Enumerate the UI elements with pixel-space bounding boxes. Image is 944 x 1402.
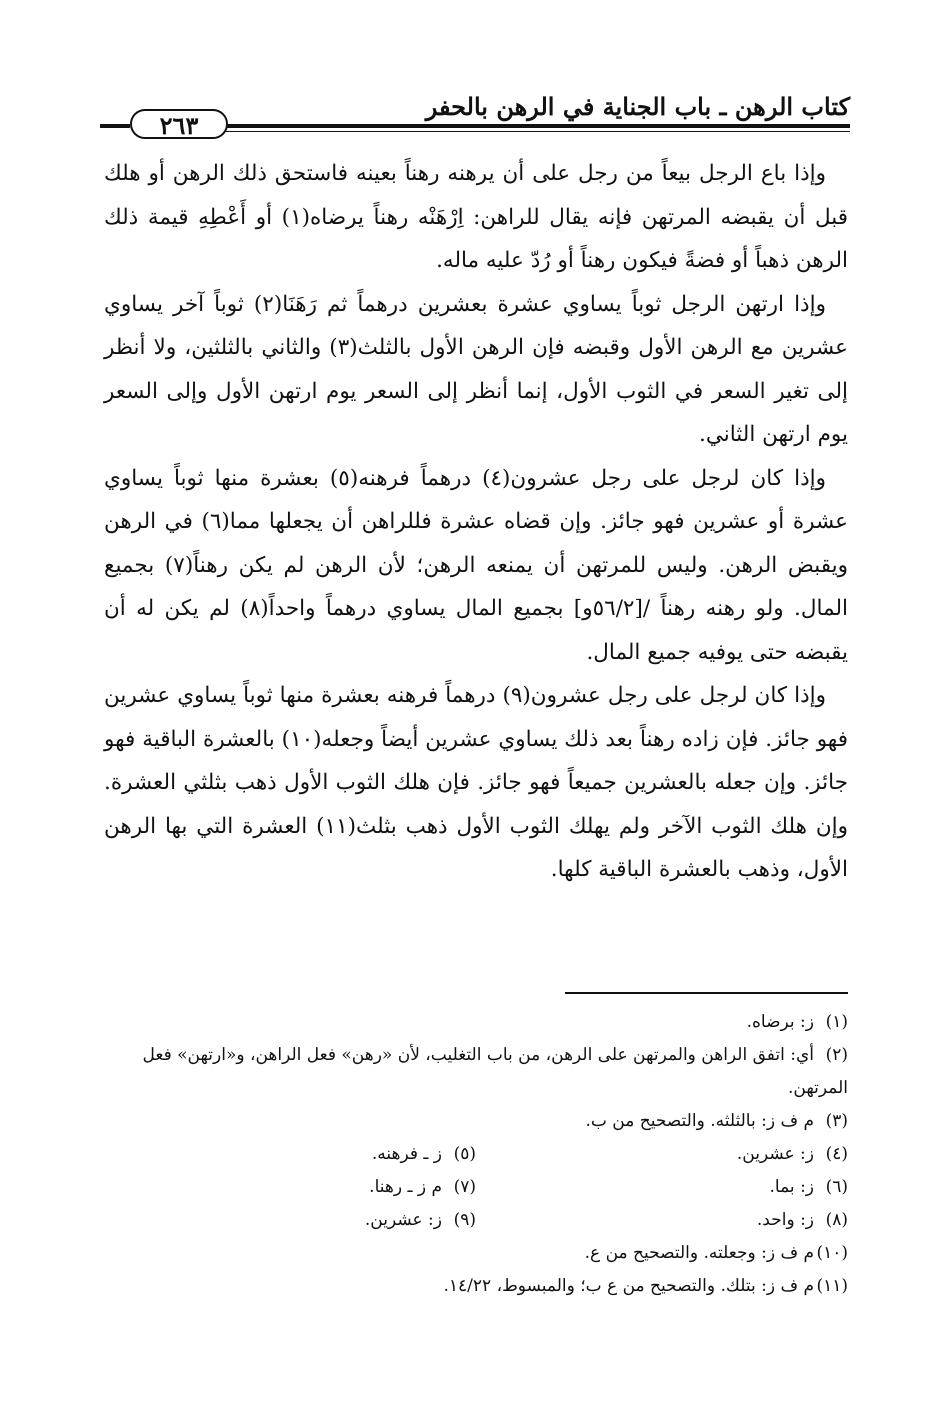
footnote-text: ز: واحد.	[756, 1210, 814, 1230]
page-header	[100, 92, 850, 138]
footnote-10	[104, 1237, 848, 1270]
paragraph-2: وإذا ارتهن الرجل ثوباً يساوي عشرة بعشرين درهماً ثم رَهَنَا(٢) ثوباً آخر يساوي عشرين مع الرهن الأول وقبضه فإن الرهن الأول بالثلث(٣) والثاني بالثلثين، ولا أنظر إلى تغير السعر في الثوب الأول، إنما أنظر إلى السعر يوم ارتهن الأول وإلى السعر يوم ارتهن الثاني.	[104, 291, 848, 447]
header-rule-left	[100, 124, 130, 128]
footnote-text: م ف ز: وجعلته. والتصحيح من ع.	[584, 1243, 814, 1263]
footnote-4	[476, 1138, 848, 1171]
footnote-row	[104, 1204, 848, 1237]
footnote-text: ز ـ فرهنه.	[371, 1144, 442, 1164]
footnote-number: (٩)	[453, 1210, 476, 1230]
footnote-text: أي: اتفق الراهن والمرتهن على الرهن، من باب التغليب، لأن «رهن» فعل الراهن، و«ارتهن» فعل المرتهن.	[142, 1045, 848, 1098]
footnote-3	[104, 1105, 848, 1138]
footnote-text: م ف ز: بتلك. والتصحيح من ع ب؛ والمبسوط، ١٤/٢٢.	[443, 1276, 814, 1296]
footnote-number: (٤)	[825, 1144, 848, 1164]
footnote-number: (٦)	[825, 1177, 848, 1197]
footnote-6	[476, 1171, 848, 1204]
paragraph-4: وإذا كان لرجل على رجل عشرون(٩) درهماً فرهنه بعشرة منها ثوباً يساوي عشرين فهو جائز. فإن زاده رهناً بعد ذلك يساوي عشرين أيضاً وجعله(١٠) بالعشرة الباقية فهو جائز. وإن جعله بالعشرين جميعاً فهو جائز. فإن هلك الثوب الأول ذهب بثلثي العشرة. وإن هلك الثوب الآخر ولم يهلك الثوب الأول ذهب بثلث(١١) العشرة التي بها الرهن الأول، وذهب بالعشرة الباقية كلها.	[104, 683, 848, 882]
footnote-text: ز: برضاه.	[746, 1012, 814, 1032]
footnote-number: (٧)	[453, 1177, 476, 1197]
footnote-text: ز: عشرين.	[736, 1144, 814, 1164]
footnote-number: (٣)	[825, 1111, 848, 1131]
footnote-row	[104, 1138, 848, 1171]
footnote-number: (١١)	[816, 1276, 848, 1296]
running-title: كتاب الرهن ـ باب الجناية في الرهن بالحفر	[425, 92, 850, 121]
footnote-number: (١٠)	[816, 1243, 848, 1263]
footnote-text: م ز ـ رهنا.	[369, 1177, 442, 1197]
footnote-9	[104, 1204, 476, 1237]
paragraph-3: وإذا كان لرجل على رجل عشرون(٤) درهماً فرهنه(٥) بعشرة منها ثوباً يساوي عشرة أو عشرين فهو جائز. وإن قضاه عشرة فللراهن أن يجعلها مما(٦) في الرهن ويقبض الرهن. وليس للمرتهن أن يمنعه الرهن؛ لأن الرهن لم يكن رهناً(٧) بجميع المال. ولو رهنه رهناً /[٥٦/٢و] بجميع المال يساوي درهماً واحداً(٨) لم يكن له أن يقبضه حتى يوفيه جميع المال.	[104, 465, 848, 665]
header-rule-thin	[225, 131, 850, 132]
footnote-text: ز: بما.	[769, 1177, 814, 1197]
header-rule-thick	[225, 124, 850, 128]
footnote-number: (٨)	[825, 1210, 848, 1230]
paragraph-1: وإذا باع الرجل بيعاً من رجل على أن يرهنه رهناً بعينه فاستحق ذلك الرهن أو هلك قبل أن يقبضه المرتهن فإنه يقال للراهن: اِرْهَنْه رهناً يرضاه(١) أو أَعْطِهِ قيمة ذلك الرهن ذهباً أو فضةً فيكون رهناً أو رُدّ عليه ماله.	[104, 161, 848, 273]
main-text	[104, 152, 848, 892]
footnote-5	[104, 1138, 476, 1171]
page-number: ٢٦٣	[130, 109, 228, 139]
footnote-separator	[565, 992, 848, 994]
footnote-1	[104, 1006, 848, 1039]
footnote-8	[476, 1204, 848, 1237]
footnote-number: (١)	[825, 1012, 848, 1032]
footnote-11	[104, 1270, 848, 1303]
footnote-7	[104, 1171, 476, 1204]
footnote-text: م ف ز: بالثلثه. والتصحيح من ب.	[585, 1111, 814, 1131]
footnote-2	[104, 1039, 848, 1105]
footnote-number: (٥)	[453, 1144, 476, 1164]
footnotes	[104, 1006, 848, 1303]
footnote-number: (٢)	[825, 1045, 848, 1065]
footnote-row	[104, 1171, 848, 1204]
footnote-text: ز: عشرين.	[364, 1210, 442, 1230]
